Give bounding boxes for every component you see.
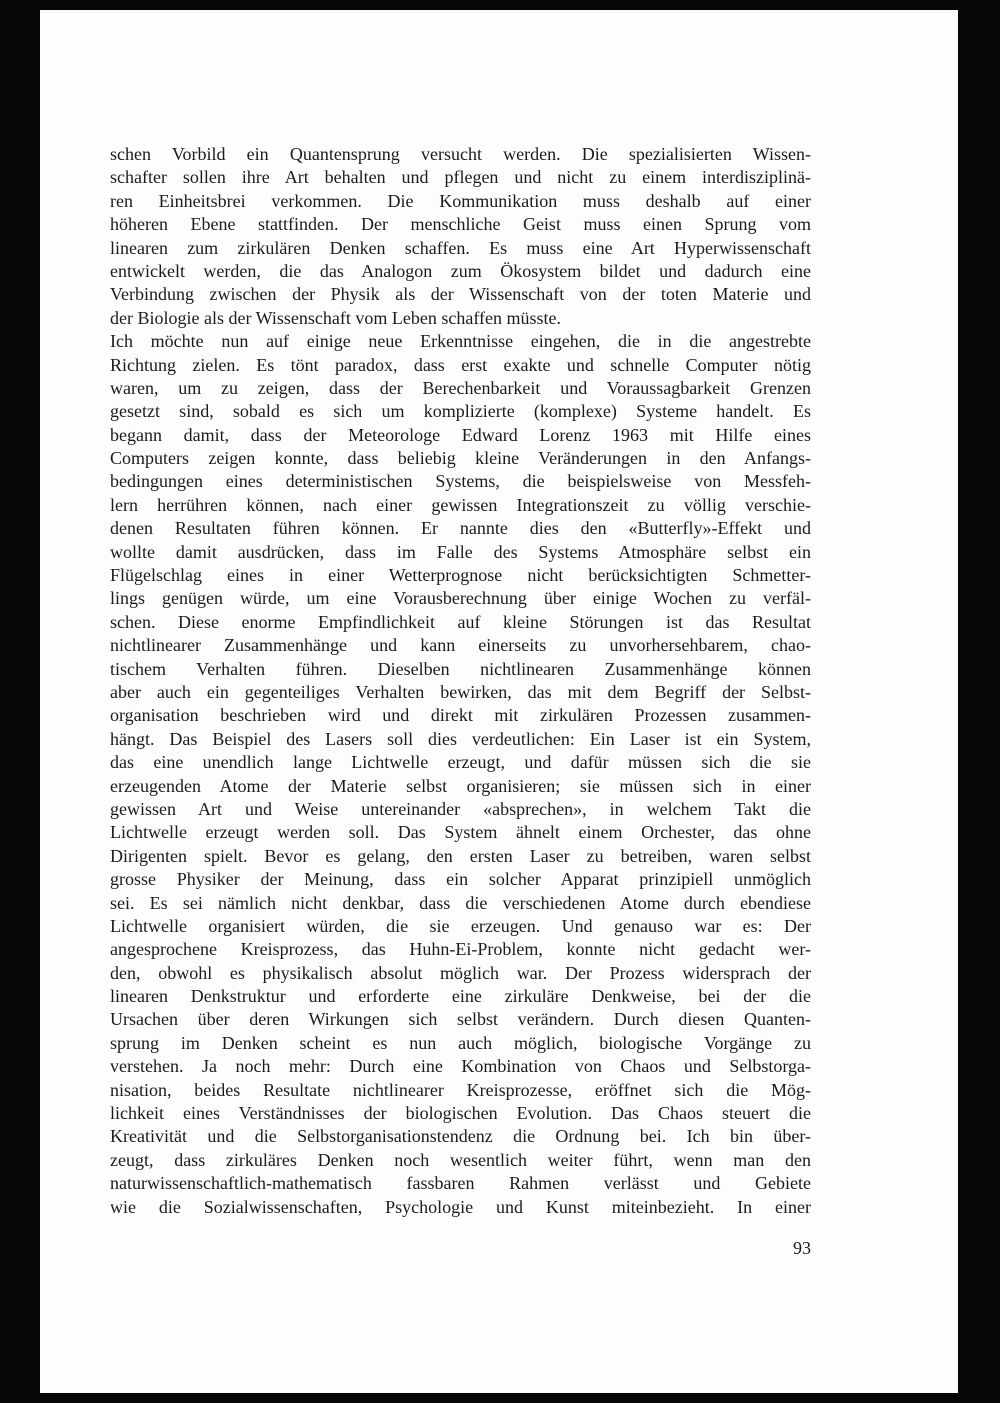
text-line: den, obwohl es physikalisch absolut möglich war. Der Prozess widersprach der xyxy=(110,962,811,983)
text-line: angesprochene Kreisprozess, das Huhn-Ei-Problem, konnte nicht gedacht wer- xyxy=(110,939,811,960)
text-line: erzeugenden Atome der Materie selbst organisieren; sie müssen sich in einer xyxy=(110,775,811,796)
text-line: aber auch ein gegenteiliges Verhalten bewirken, das mit dem Begriff der Selbst- xyxy=(110,681,811,702)
text-line: Ursachen über deren Wirkungen sich selbst verändern. Durch diesen Quanten- xyxy=(110,1009,811,1030)
text-line: Verbindung zwischen der Physik als der Wissenschaft von der toten Materie und xyxy=(110,284,811,305)
text-line: Flügelschlag eines in einer Wetterprognose nicht berücksichtigten Schmetter- xyxy=(110,565,811,586)
text-line: lings genügen würde, um eine Vorausberechnung über einige Wochen zu verfäl- xyxy=(110,588,811,609)
text-line: ren Einheitsbrei verkommen. Die Kommunikation muss deshalb auf einer xyxy=(110,190,811,211)
text-line: gewissen Art und Weise untereinander «absprechen», in welchem Takt die xyxy=(110,798,811,819)
text-line: der Biologie als der Wissenschaft vom Leben schaffen müsste. xyxy=(110,307,561,328)
text-line: lichkeit eines Verständnisses der biologischen Evolution. Das Chaos steuert die xyxy=(110,1103,811,1124)
text-line: grosse Physiker der Meinung, dass ein solcher Apparat prinzipiell unmöglich xyxy=(110,869,811,890)
text-line: naturwissenschaftlich-mathematisch fassbaren Rahmen verlässt und Gebiete xyxy=(110,1173,811,1194)
body-text xyxy=(110,143,811,1219)
text-line: hängt. Das Beispiel des Lasers soll dies verdeutlichen: Ein Laser ist ein System, xyxy=(110,728,811,749)
text-line: Lichtwelle erzeugt werden soll. Das System ähnelt einem Orchester, das ohne xyxy=(110,822,811,843)
text-line: das eine unendlich lange Lichtwelle erzeugt, und dafür müssen sich die sie xyxy=(110,752,811,773)
text-line: lern herrühren können, nach einer gewissen Integrationszeit zu völlig verschie- xyxy=(110,494,811,515)
text-line: sprung im Denken scheint es nun auch möglich, biologische Vorgänge zu xyxy=(110,1032,811,1053)
text-line: nisation, beides Resultate nichtlinearer Kreisprozesse, eröffnet sich die Mög- xyxy=(110,1079,811,1100)
text-line: denen Resultaten führen können. Er nannte dies den «Butterfly»-Effekt und xyxy=(110,518,811,539)
text-line: gesetzt sind, sobald es sich um komplizierte (komplexe) Systeme handelt. Es xyxy=(110,401,811,422)
text-line: begann damit, dass der Meteorologe Edward Lorenz 1963 mit Hilfe eines xyxy=(110,424,811,445)
text-line: Kreativität und die Selbstorganisationstendenz die Ordnung bei. Ich bin über- xyxy=(110,1126,811,1147)
text-line: Richtung zielen. Es tönt paradox, dass erst exakte und schnelle Computer nötig xyxy=(110,354,811,375)
text-line: bedingungen eines deterministischen Systems, die beispielsweise von Messfeh- xyxy=(110,471,811,492)
text-line: höheren Ebene stattfinden. Der menschliche Geist muss einen Sprung vom xyxy=(110,214,811,235)
text-line: linearen zum zirkulären Denken schaffen. Es muss eine Art Hyperwissenschaft xyxy=(110,237,811,258)
text-line: wie die Sozialwissenschaften, Psychologie und Kunst miteinbezieht. In einer xyxy=(110,1196,811,1217)
text-line: schen Vorbild ein Quantensprung versucht werden. Die spezialisierten Wissen- xyxy=(110,144,811,164)
text-line: Computers zeigen konnte, dass beliebig kleine Veränderungen in den Anfangs- xyxy=(110,448,811,469)
text-line: Ich möchte nun auf einige neue Erkenntnisse eingehen, die in die angestrebte xyxy=(110,331,811,352)
text-line: schafter sollen ihre Art behalten und pflegen und nicht zu einem interdisziplinä- xyxy=(110,167,811,188)
text-line: verstehen. Ja noch mehr: Durch eine Kombination von Chaos und Selbstorga- xyxy=(110,1056,811,1077)
text-line: linearen Denkstruktur und erforderte eine zirkuläre Denkweise, bei der die xyxy=(110,986,811,1007)
page-number: 93 xyxy=(793,1238,811,1258)
text-line: schen. Diese enorme Empfindlichkeit auf kleine Störungen ist das Resultat xyxy=(110,611,811,632)
text-line: Lichtwelle organisiert würden, die sie erzeugen. Und genauso war es: Der xyxy=(110,915,811,936)
text-line: waren, um zu zeigen, dass der Berechenbarkeit und Voraussagbarkeit Grenzen xyxy=(110,377,811,398)
book-page xyxy=(40,10,958,1393)
text-line: zeugt, dass zirkuläres Denken noch wesentlich weiter führt, wenn man den xyxy=(110,1149,811,1170)
text-line: organisation beschrieben wird und direkt mit zirkulären Prozessen zusammen- xyxy=(110,705,811,726)
text-line: entwickelt werden, die das Analogon zum Ökosystem bildet und dadurch eine xyxy=(110,260,811,281)
text-line: tischem Verhalten führen. Dieselben nichtlinearen Zusammenhänge können xyxy=(110,658,811,679)
text-line: nichtlinearer Zusammenhänge und kann einerseits zu unvorhersehbarem, chao- xyxy=(110,635,811,656)
text-line: Dirigenten spielt. Bevor es gelang, den ersten Laser zu betreiben, waren selbst xyxy=(110,845,811,866)
text-line: sei. Es sei nämlich nicht denkbar, dass die verschiedenen Atome durch ebendiese xyxy=(110,892,811,913)
text-line: wollte damit ausdrücken, dass im Falle des Systems Atmosphäre selbst ein xyxy=(110,541,811,562)
